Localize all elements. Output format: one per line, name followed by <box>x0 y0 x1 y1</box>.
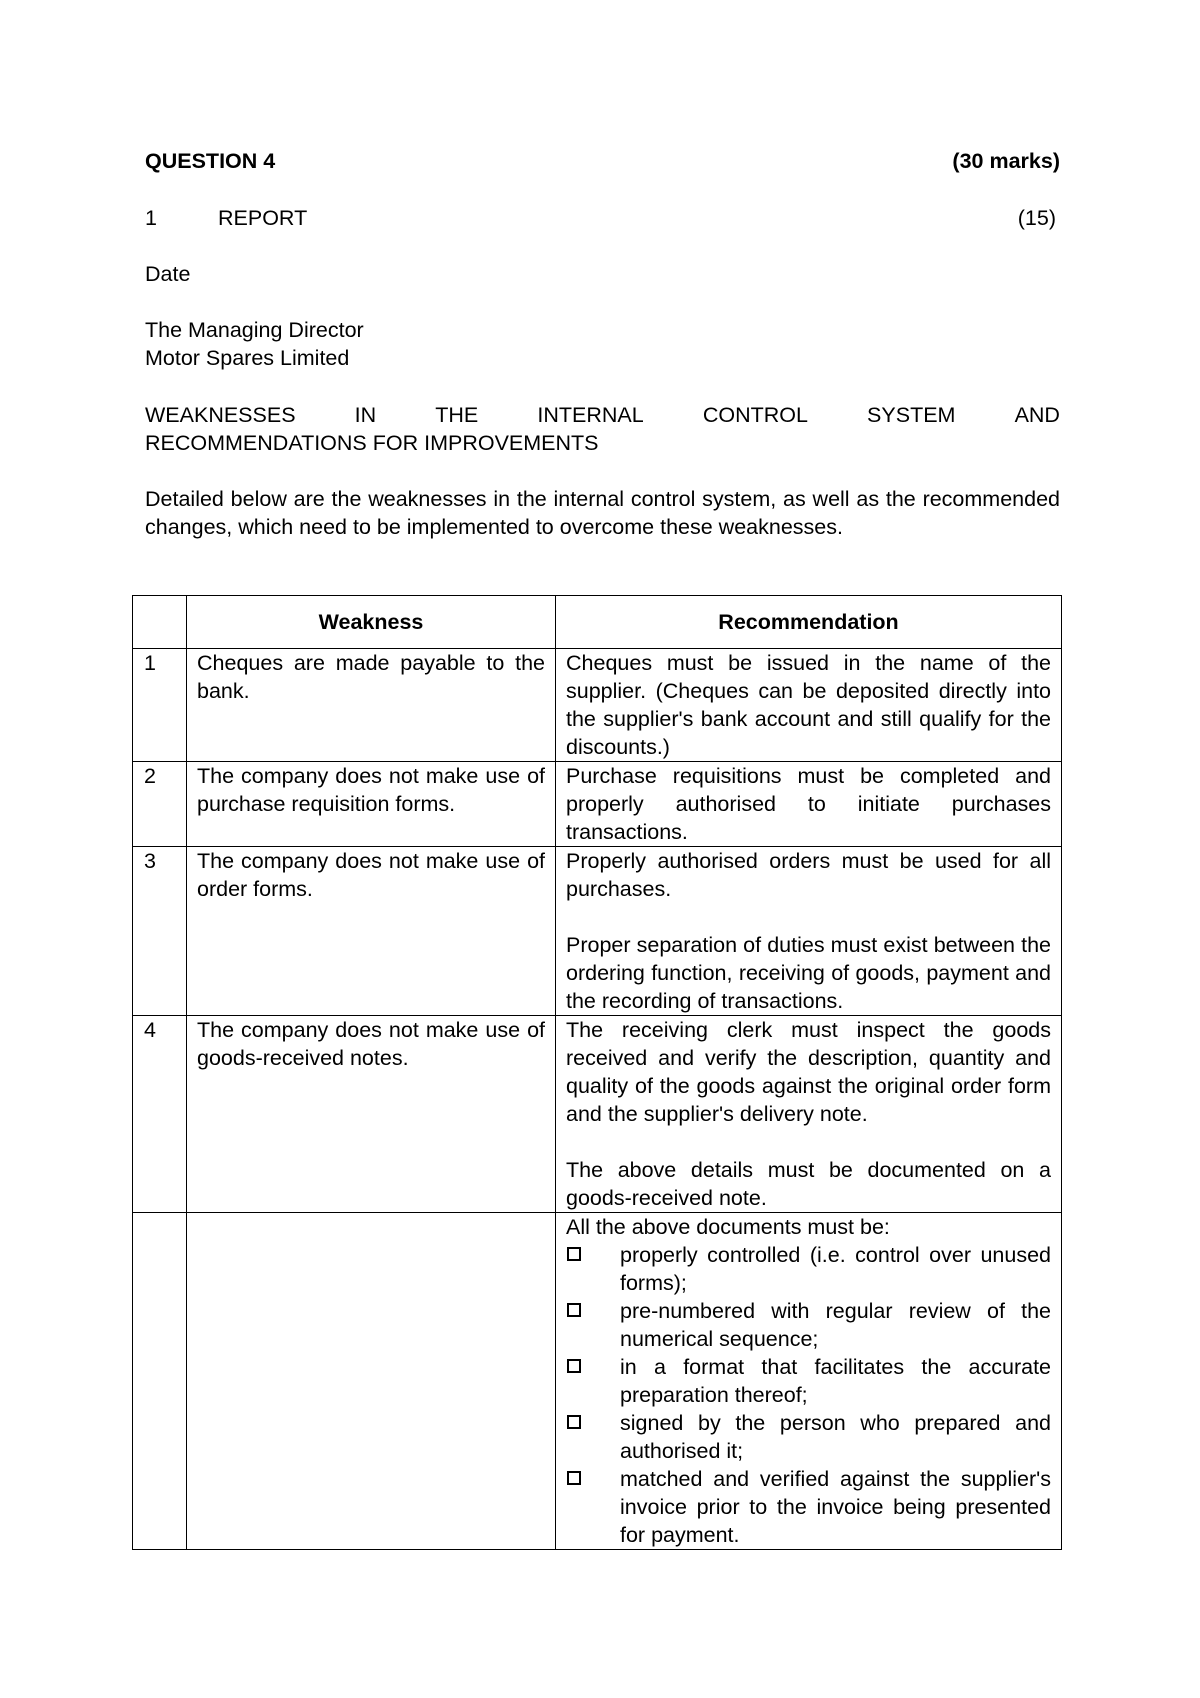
recommendation-cell <box>556 1213 1062 1550</box>
subject-word: CONTROL <box>702 403 808 427</box>
recommendation-text: The above details must be documented on a goods-received note. <box>566 1158 1051 1210</box>
table-row <box>133 1016 1062 1213</box>
header-weakness: Weakness <box>187 596 556 649</box>
recommendation-text: Properly authorised orders must be used for all purchases. <box>566 849 1051 901</box>
subject-heading <box>145 401 1060 457</box>
weakness-cell: The company does not make use of goods-received notes. <box>187 1016 556 1213</box>
subject-line-1 <box>145 401 1060 429</box>
weakness-cell: The company does not make use of purchase requisition forms. <box>187 762 556 847</box>
recommendation-cell <box>556 649 1062 762</box>
header-number <box>133 596 187 649</box>
list-item <box>566 1241 1051 1297</box>
recommendation-cell <box>556 847 1062 1016</box>
list-item-text: pre-numbered with regular review of the numerical sequence; <box>620 1299 1051 1351</box>
report-title: REPORT <box>218 206 308 230</box>
subject-line-2: RECOMMENDATIONS FOR IMPROVEMENTS <box>145 431 599 455</box>
subject-word: SYSTEM <box>867 403 956 427</box>
row-number: 3 <box>133 847 187 1016</box>
list-item-text: signed by the person who prepared and authorised it; <box>620 1411 1051 1463</box>
report-heading-row <box>145 204 1060 232</box>
table-row <box>133 762 1062 847</box>
list-item-text: properly controlled (i.e. control over unused forms); <box>620 1243 1051 1295</box>
list-item-text: in a format that facilitates the accurate preparation thereof; <box>620 1355 1051 1407</box>
addressee-line-1: The Managing Director <box>145 318 364 342</box>
addressee-line-2: Motor Spares Limited <box>145 346 350 370</box>
list-item <box>566 1465 1051 1549</box>
paragraph-gap <box>566 903 1051 931</box>
checkbox-square-icon <box>567 1247 581 1261</box>
checkbox-square-icon <box>567 1303 581 1317</box>
question-heading-row <box>145 147 1060 175</box>
table-row <box>133 1213 1062 1550</box>
recommendation-text: Cheques must be issued in the name of the supplier. (Cheques can be deposited directly into the supplier's bank account and still qualify for the discounts.) <box>566 651 1051 759</box>
weakness-recommendation-table <box>132 595 1062 1550</box>
addressee <box>145 316 1060 372</box>
checkbox-square-icon <box>567 1415 581 1429</box>
recommendation-text: Purchase requisitions must be completed and properly authorised to initiate purchases transactions. <box>566 764 1051 844</box>
report-marks: (15) <box>1017 206 1056 230</box>
table-row <box>133 847 1062 1016</box>
question-marks: (30 marks) <box>952 149 1060 173</box>
question-title: QUESTION 4 <box>145 149 276 173</box>
subject-word: AND <box>1014 403 1060 427</box>
recommendation-text: The receiving clerk must inspect the goods received and verify the description, quantity and quality of the goods against the original order form and the supplier's delivery note. <box>566 1018 1051 1126</box>
list-item <box>566 1297 1051 1353</box>
report-number: 1 <box>145 206 157 230</box>
subject-word: WEAKNESSES <box>145 403 296 427</box>
row-number: 2 <box>133 762 187 847</box>
paragraph-gap <box>566 1128 1051 1156</box>
list-item-text: matched and verified against the supplier's invoice prior to the invoice being presented for payment. <box>620 1467 1051 1547</box>
row-number: 1 <box>133 649 187 762</box>
recommendation-cell <box>556 762 1062 847</box>
checkbox-square-icon <box>567 1359 581 1373</box>
subject-word: THE <box>435 403 479 427</box>
table-row <box>133 649 1062 762</box>
recommendation-cell <box>556 1016 1062 1213</box>
date-label: Date <box>145 262 191 286</box>
header-recommendation: Recommendation <box>556 596 1062 649</box>
subject-word: IN <box>354 403 377 427</box>
list-item <box>566 1353 1051 1409</box>
intro-paragraph: Detailed below are the weaknesses in the internal control system, as well as the recommended changes, which need to be implemented to overcome these weaknesses. <box>145 487 1060 539</box>
weakness-cell: The company does not make use of order forms. <box>187 847 556 1016</box>
weakness-cell-empty <box>187 1213 556 1550</box>
checkbox-square-icon <box>567 1471 581 1485</box>
documents-intro: All the above documents must be: <box>566 1215 890 1239</box>
list-item <box>566 1409 1051 1465</box>
recommendation-text: Proper separation of duties must exist between the ordering function, receiving of goods, payment and the recording of transactions. <box>566 933 1051 1013</box>
row-number: 4 <box>133 1016 187 1213</box>
subject-word: INTERNAL <box>537 403 644 427</box>
documents-checklist <box>566 1241 1051 1549</box>
weakness-cell: Cheques are made payable to the bank. <box>187 649 556 762</box>
table-header-row <box>133 596 1062 649</box>
row-number-empty <box>133 1213 187 1550</box>
